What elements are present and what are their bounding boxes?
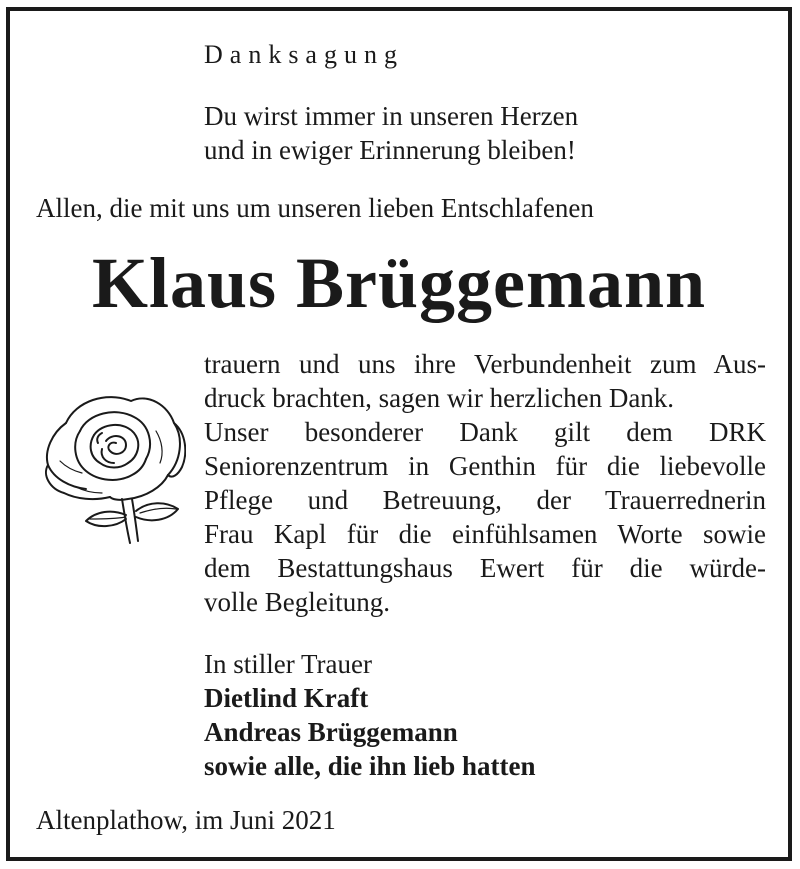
place-date: Altenplathow, im Juni 2021 [36, 805, 336, 835]
body-line: Frau Kapl für die einfühlsamen Worte sowie [204, 519, 766, 549]
body-line: Pflege und Betreuung, der Trauerrednerin [204, 485, 766, 515]
signatory-2: Andreas Brüggemann [204, 717, 458, 747]
body-line: trauern und uns ihre Verbundenheit zum Aus- [204, 349, 766, 379]
signatory-3: sowie alle, die ihn lieb hatten [204, 751, 536, 781]
intro-text: Allen, die mit uns um unseren lieben Entschlafenen [36, 193, 594, 223]
verse-line-1: Du wirst immer in unseren Herzen [204, 101, 579, 131]
notice-heading: Danksagung [204, 40, 404, 69]
body-line: Unser besonderer Dank gilt dem DRK [204, 417, 766, 447]
body-line: volle Begleitung. [204, 587, 390, 617]
body-line: dem Bestattungshaus Ewert für die würde- [204, 553, 766, 583]
signoff-text: In stiller Trauer [204, 649, 372, 679]
thanks-paragraph [204, 347, 766, 619]
body-line: druck brachten, sagen wir herzlichen Dank. [204, 383, 675, 413]
rose-icon [36, 383, 186, 548]
obituary-notice [6, 7, 792, 861]
body-line: Seniorenzentrum in Genthin für die liebevolle [204, 451, 766, 481]
verse-line-2: und in ewiger Erinnerung bleiben! [204, 135, 576, 165]
deceased-name: Klaus Brüggemann [91, 243, 707, 323]
signatory-1: Dietlind Kraft [204, 683, 369, 713]
